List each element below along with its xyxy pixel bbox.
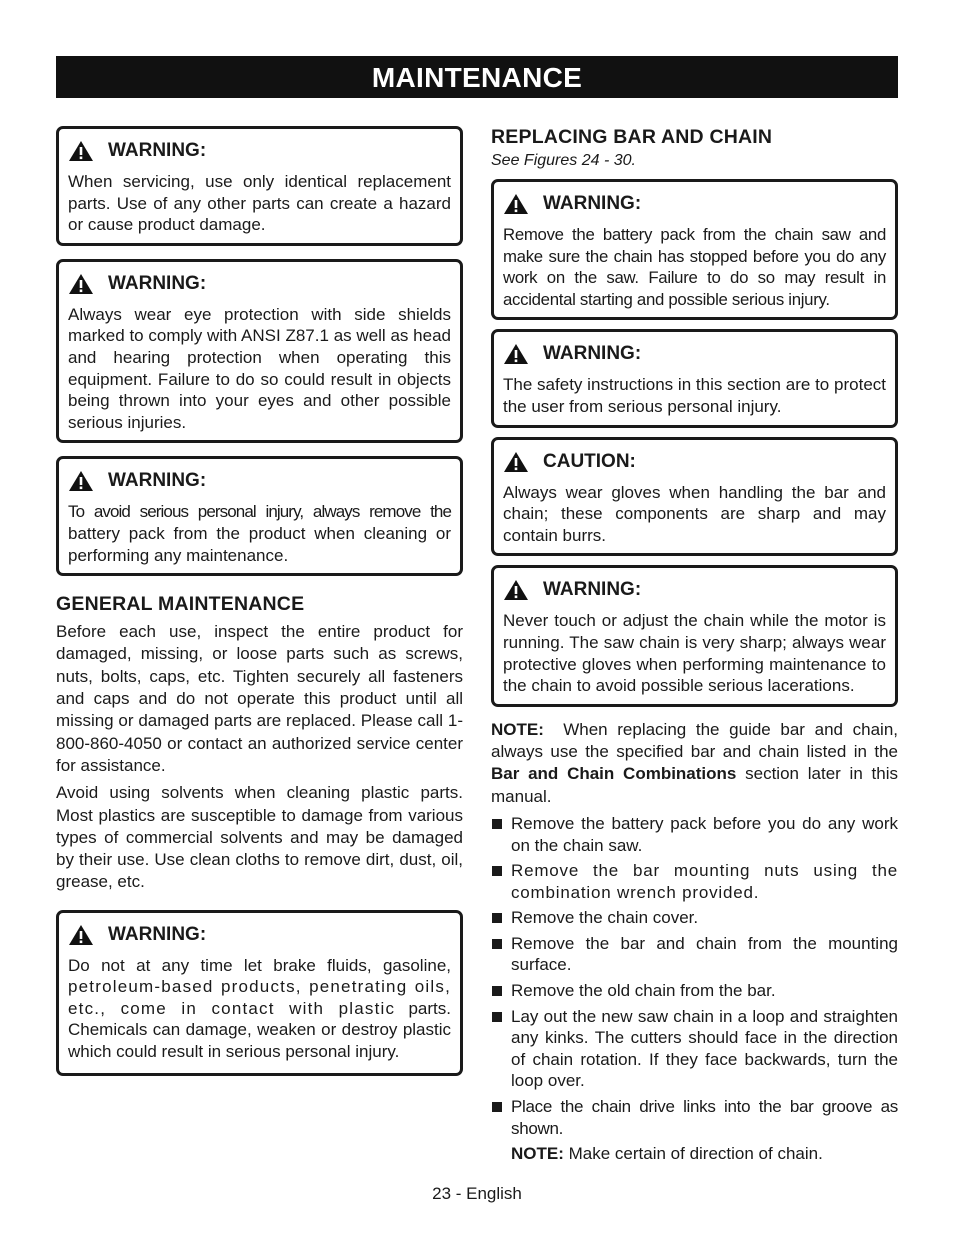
right-column bbox=[491, 126, 898, 1165]
general-maintenance-paragraph: Before each use, inspect the entire product for damaged, missing, or loose parts such as screws, nuts, bolts, caps, etc. Tighten securely all fasteners and caps and do not operate this product until all missing or damaged parts are replaced. Please call 1-800-860-4050 or contact an authorized service center for assistance. bbox=[56, 622, 463, 775]
bullet-square-icon bbox=[492, 1102, 502, 1112]
warning-text: Remove the battery pack from the chain saw and make sure the chain has stopped before you do any work on the saw. Failure to do so may result in accidental starting and possible serious injury. bbox=[503, 225, 886, 309]
note-text: Make certain of direction of chain. bbox=[568, 1144, 823, 1164]
warning-box-remove-battery bbox=[56, 456, 463, 576]
warning-text-rest: battery pack from the product when cleaning or performing any maintenance. bbox=[68, 523, 451, 565]
bullet-square-icon bbox=[492, 986, 502, 996]
note-text: section later in this manual. bbox=[491, 764, 898, 806]
warning-icon bbox=[68, 924, 94, 946]
warning-text: Never touch or adjust the chain while the motor is running. The saw chain is very sharp; always wear protective gloves when performing maintenance to the chain to avoid possible serious lacerations. bbox=[503, 611, 886, 696]
warning-label: WARNING: bbox=[108, 272, 207, 294]
warning-icon bbox=[68, 470, 94, 492]
note-label: NOTE: bbox=[491, 719, 544, 739]
warning-text: Always wear eye protection with side shields marked to comply with ANSI Z87.1 as well as head and hearing protection when operating this equipment. Failure to do so could result in objects being thrown into your eyes and other possible serious injuries. bbox=[68, 304, 451, 432]
note-paragraph bbox=[491, 719, 898, 808]
figures-reference: See Figures 24 - 30. bbox=[491, 152, 636, 169]
warning-label: WARNING: bbox=[543, 579, 642, 601]
page-title: MAINTENANCE bbox=[56, 56, 898, 98]
warning-label: WARNING: bbox=[108, 140, 207, 161]
warning-label: WARNING: bbox=[543, 343, 642, 365]
list-item: Place the chain drive links into the bar groove as shown. bbox=[491, 1096, 898, 1139]
bullet-square-icon bbox=[492, 866, 502, 876]
warning-text: The safety instructions in this section are to protect the user from serious personal injury. bbox=[503, 375, 886, 416]
bullet-square-icon bbox=[492, 913, 502, 923]
warning-icon bbox=[68, 273, 94, 295]
list-item: Remove the chain cover. bbox=[491, 907, 898, 929]
bullet-square-icon bbox=[492, 819, 502, 829]
note-text: When replacing the guide bar and chain, always use the specified bar and chain listed in the bbox=[491, 719, 898, 762]
bullet-square-icon bbox=[492, 939, 502, 949]
warning-text bbox=[68, 501, 451, 566]
warning-label: WARNING: bbox=[543, 193, 642, 214]
warning-box-chain-sharp bbox=[491, 565, 898, 706]
warning-box-safety-instructions bbox=[491, 329, 898, 427]
list-item: Remove the bar and chain from the mounting surface. bbox=[491, 933, 898, 976]
warning-box-replacement-parts bbox=[56, 126, 463, 246]
warning-text-line: parts. Chemicals can damage, weaken or destroy plastic which could result in serious personal injury. bbox=[68, 998, 451, 1062]
warning-box-remove-battery bbox=[491, 179, 898, 320]
warning-text bbox=[68, 955, 451, 1063]
page-footer: 23 - English bbox=[432, 1184, 522, 1203]
list-item: Remove the battery pack before you do any work on the chain saw. bbox=[491, 813, 898, 856]
replacing-bar-chain-heading: REPLACING BAR AND CHAIN bbox=[491, 126, 773, 148]
note-bold-reference: Bar and Chain Combinations bbox=[491, 764, 737, 784]
list-item: Remove the bar mounting nuts using the combination wrench provided. bbox=[491, 860, 898, 903]
warning-label: WARNING: bbox=[108, 470, 207, 492]
warning-icon bbox=[68, 140, 94, 162]
caution-box-gloves bbox=[491, 437, 898, 557]
warning-box-chemicals bbox=[56, 910, 463, 1076]
general-maintenance-heading: GENERAL MAINTENANCE bbox=[56, 593, 305, 616]
left-column bbox=[56, 126, 463, 1089]
solvents-paragraph: Avoid using solvents when cleaning plastic parts. Most plastics are susceptible to damage from various types of commercial solvents and may be damaged by their use. Use clean cloths to remove dirt, dust, oil, grease, etc. bbox=[56, 783, 463, 892]
warning-icon bbox=[503, 579, 529, 601]
note-label: NOTE: bbox=[511, 1144, 564, 1164]
warning-label: WARNING: bbox=[108, 923, 207, 945]
caution-icon bbox=[503, 451, 529, 473]
bullet-square-icon bbox=[492, 1012, 502, 1022]
warning-box-eye-protection bbox=[56, 259, 463, 444]
instruction-list bbox=[491, 813, 898, 1139]
warning-text-line: To avoid serious personal injury, always remove the bbox=[68, 502, 451, 522]
warning-text-line: Do not at any time let brake fluids, gasoline, bbox=[68, 955, 451, 975]
warning-text-line: petroleum-based products, penetrating oils, etc., come in contact with plastic bbox=[68, 977, 451, 1018]
warning-text: When servicing, use only identical replacement parts. Use of any other parts can create a hazard or cause product damage. bbox=[68, 172, 451, 235]
warning-icon bbox=[503, 193, 529, 215]
list-item: Remove the old chain from the bar. bbox=[491, 980, 898, 1002]
final-note bbox=[491, 1143, 898, 1165]
list-item: Lay out the new saw chain in a loop and straighten any kinks. The cutters should face in the direction of chain rotation. If they face backwards, turn the loop over. bbox=[491, 1006, 898, 1092]
caution-label: CAUTION: bbox=[543, 450, 636, 472]
caution-text: Always wear gloves when handling the bar and chain; these components are sharp and may contain burrs. bbox=[503, 482, 886, 545]
warning-icon bbox=[503, 343, 529, 365]
